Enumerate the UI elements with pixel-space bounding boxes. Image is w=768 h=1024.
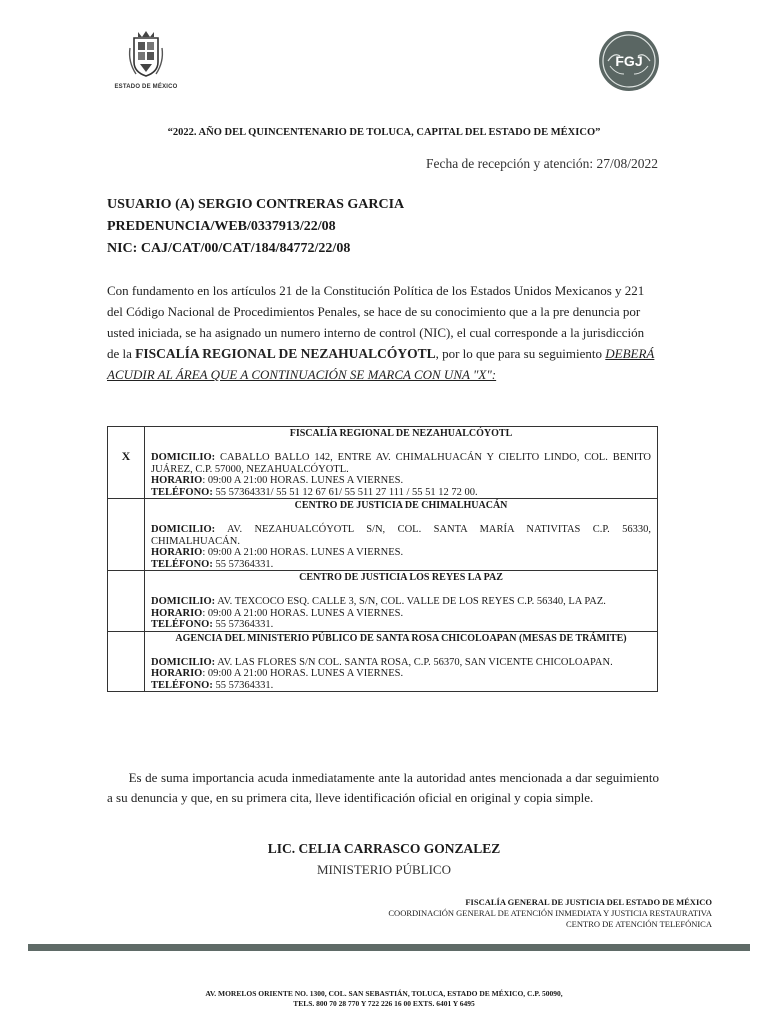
area-hours [151, 475, 651, 487]
hours-value: : 09:00 A 21:00 HORAS. LUNES A VIERNES. [202, 668, 404, 679]
area-phone [151, 487, 651, 499]
area-mark: X [121, 449, 131, 463]
year-motto: “2022. AÑO DEL QUINCENTENARIO DE TOLUCA, CAPITAL DEL ESTADO DE MÉXICO” [167, 127, 601, 138]
hours-label: HORARIO [151, 547, 203, 558]
area-mark-cell [108, 427, 145, 499]
hours-value: : 09:00 A 21:00 HORAS. LUNES A VIERNES. [202, 475, 404, 486]
hours-label: HORARIO [151, 668, 203, 679]
phone-value: 55 57364331. [212, 619, 274, 630]
area-row [108, 499, 658, 571]
area-address [151, 452, 651, 475]
area-hours [151, 547, 651, 559]
address-value: AV. TEXCOCO ESQ. CALLE 3, S/N, COL. VALLE DE LOS REYES C.P. 56340, LA PAZ. [215, 596, 606, 607]
signer-name: LIC. CELIA CARRASCO GONZALEZ [267, 841, 501, 856]
hours-label: HORARIO [151, 475, 203, 486]
estado-de-mexico-label: ESTADO DE MÉXICO [114, 84, 178, 90]
footer-address [0, 989, 768, 1009]
paragraph-bold-jurisdiction: FISCALÍA REGIONAL DE NEZAHUALCÓYOTL [135, 346, 436, 361]
footer-address-line: AV. MORELOS ORIENTE NO. 1300, COL. SAN SEBASTIÁN, TOLUCA, ESTADO DE MÉXICO, C.P. 50090, [205, 989, 563, 998]
area-hours [151, 608, 651, 620]
paragraph-instruction: DEBERÁ ACUDIR AL ÁREA QUE A CONTINUACIÓN SE MARCA CON UNA "X": [107, 346, 655, 382]
area-info-cell [145, 499, 658, 571]
coat-of-arms-icon [126, 28, 166, 82]
footer-phones-line: TELS. 800 70 28 770 Y 722 226 16 00 EXTS. 6401 Y 6495 [293, 999, 475, 1008]
organization-block [388, 897, 712, 930]
recipient-user: USUARIO (A) SERGIO CONTRERAS GARCIA [107, 197, 405, 212]
address-value: AV. NEZAHUALCÓYOTL S/N, COL. SANTA MARÍA NATIVITAS C.P. 56330, CHIMALHUACÁN. [151, 524, 651, 547]
address-label: DOMICILIO: [151, 596, 216, 607]
phone-value: 55 57364331/ 55 51 12 67 61/ 55 511 27 111 / 55 51 12 72 00. [212, 486, 478, 498]
hours-value: : 09:00 A 21:00 HORAS. LUNES A VIERNES. [202, 607, 404, 619]
paragraph-text-2: , por lo que para su seguimiento [435, 346, 606, 361]
hours-label: HORARIO [151, 607, 203, 619]
recipient-nic: NIC: CAJ/CAT/00/CAT/184/84772/22/08 [107, 241, 351, 256]
area-phone [151, 619, 651, 631]
area-phone [151, 559, 651, 571]
hours-value: : 09:00 A 21:00 HORAS. LUNES A VIERNES. [202, 547, 404, 558]
area-info-cell [145, 631, 658, 692]
reception-date: Fecha de recepción y atención: 27/08/2022 [425, 156, 658, 171]
areas-table [107, 426, 658, 692]
areas-table-body [108, 427, 658, 692]
fgj-seal-text: FGJ [615, 53, 643, 69]
footer-divider-bar [28, 944, 750, 951]
area-mark-cell [108, 499, 145, 571]
phone-value: 55 57364331. [212, 679, 274, 691]
address-label: DOMICILIO: [151, 452, 216, 463]
area-mark-cell [108, 571, 145, 632]
paragraph-text-1: Con fundamento en los artículos 21 de la Constitución Política de los Estados Unidos Mexicanos y 221 del Código Nacional de Procedimientos Penales, se hace de su conocimiento que a la pre denuncia por usted iniciada, se ha asignado un numero interno de control (NIC), el cual corresponde a la jurisdicción de la [107, 283, 645, 361]
fgj-seal-icon [598, 30, 660, 92]
phone-label: TELÉFONO: [151, 486, 213, 498]
area-title: CENTRO DE JUSTICIA DE CHIMALHUACÁN [294, 500, 508, 511]
organization-name: FISCALÍA GENERAL DE JUSTICIA DEL ESTADO DE MÉXICO [465, 897, 712, 907]
recipient-block [107, 194, 404, 260]
signer-role: MINISTERIO PÚBLICO [317, 862, 451, 877]
area-row [108, 427, 658, 499]
notification-paragraph [107, 280, 659, 385]
phone-label: TELÉFONO: [151, 558, 213, 570]
phone-value: 55 57364331. [212, 558, 274, 570]
area-row [108, 571, 658, 632]
area-info-cell [145, 427, 658, 499]
closing-paragraph [107, 768, 659, 808]
organization-unit: COORDINACIÓN GENERAL DE ATENCIÓN INMEDIATA Y JUSTICIA RESTAURATIVA [388, 908, 712, 918]
phone-label: TELÉFONO: [151, 619, 213, 630]
area-row [108, 631, 658, 692]
recipient-predenuncia: PREDENUNCIA/WEB/0337913/22/08 [107, 219, 336, 234]
area-title: CENTRO DE JUSTICIA LOS REYES LA PAZ [299, 572, 503, 583]
area-info-cell [145, 571, 658, 632]
estado-de-mexico-logo [108, 28, 184, 98]
area-address [151, 524, 651, 547]
area-hours [151, 668, 651, 680]
area-mark-cell [108, 631, 145, 692]
fgj-seal-logo [598, 30, 660, 92]
phone-label: TELÉFONO: [151, 679, 213, 691]
area-address [151, 657, 651, 669]
area-phone [151, 680, 651, 692]
address-label: DOMICILIO: [151, 524, 216, 535]
area-address [151, 596, 651, 608]
area-title: FISCALÍA REGIONAL DE NEZAHUALCÓYOTL [289, 428, 513, 439]
address-value: CABALLO BALLO 142, ENTRE AV. CHIMALHUACÁN Y CIELITO LINDO, COL. BENITO JUÁREZ, C.P. 57000, NEZAHUALCÓYOTL. [151, 452, 651, 475]
address-value: AV. LAS FLORES S/N COL. SANTA ROSA, C.P. 56370, SAN VICENTE CHICOLOAPAN. [215, 656, 613, 668]
organization-center: CENTRO DE ATENCIÓN TELEFÓNICA [566, 919, 712, 929]
address-label: DOMICILIO: [151, 656, 216, 668]
closing-text: Es de suma importancia acuda inmediatamente ante la autoridad antes mencionada a dar seguimiento a su denuncia y que, en su primera cita, lleve identificación oficial en original y copia simple. [107, 770, 660, 805]
area-title: AGENCIA DEL MINISTERIO PÚBLICO DE SANTA ROSA CHICOLOAPAN (MESAS DE TRÁMITE) [175, 632, 627, 644]
